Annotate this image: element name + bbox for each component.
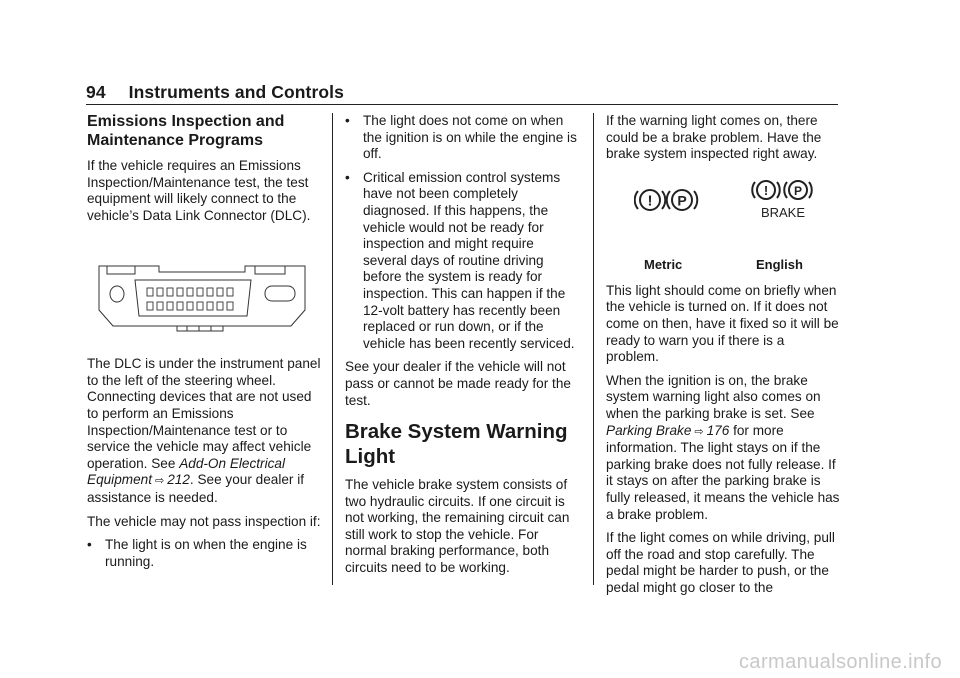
watermark: carmanualsonline.info (739, 651, 942, 673)
column-1 (87, 113, 321, 577)
svg-text:P: P (793, 183, 803, 198)
column-divider-1 (332, 113, 333, 585)
list-item (345, 113, 581, 163)
page-header (86, 82, 344, 103)
list-item-text: The light is on when the engine is running. (105, 537, 307, 569)
driving-warning-paragraph: If the light comes on while driving, pull off the road and stop carefully. The pedal might be harder to push, or the pedal might go closer to the (606, 530, 835, 595)
warning-light-paragraph: If the warning light comes on, there could be a brake problem. Have the brake system inspected right away. (606, 113, 822, 162)
brake-warning-heading: Brake System Warning Light (345, 420, 568, 469)
brake-label: BRAKE (760, 204, 806, 220)
svg-text:P: P (677, 192, 687, 209)
parking-text-post: for more information. The light stays on if the parking brake does not fully release. If it stays on after the parking brake is fully released, it means the vehicle has a brake problem. (606, 422, 840, 522)
caption-metric: Metric (644, 256, 683, 272)
brake-system-paragraph: The vehicle brake system consists of two hydraulic circuits. If one circuit is not working, the remaining circuit can still work to stop the vehicle. For normal braking performance, both circuits need to be working. (345, 477, 570, 576)
list-item-text: Critical emission control systems have not been completely diagnosed. If this happens, the vehicle would not be ready for inspection and might require several days of routine driving before the system is ready for inspection. This can happen if the 12-volt battery has recently been replaced or run down, or if the vehicle has been recently serviced. (363, 169, 575, 351)
column-2 (345, 113, 581, 584)
parking-brake-paragraph (606, 373, 840, 523)
dealer-paragraph: See your dealer if the vehicle will not pass or cannot be made ready for the test. (345, 359, 571, 408)
column-3 (606, 113, 840, 603)
add-on-electrical-equipment-link[interactable]: Add-On Electrical Equipment (87, 455, 285, 488)
brake-warning-symbols (606, 177, 840, 277)
column-divider-2 (593, 113, 594, 585)
svg-text:!: ! (647, 192, 653, 210)
dlc-text-pre: The DLC is under the instrument panel to the left of the steering wheel. Connecting devices that are not used to perform an Emissions Inspection/Maintenance test or to service the vehicle may affect vehicle operation. See (87, 356, 321, 471)
list-item (345, 170, 581, 353)
bullet-icon: • (345, 113, 350, 128)
light-check-paragraph: This light should come on briefly when the vehicle is turned on. If it does not come on then, have it fixed so it will be ready to warn you if there is a problem. (606, 282, 839, 365)
page-reference-arrow-icon: ⇨ (155, 475, 165, 488)
english-brake-warning-icon (750, 177, 816, 221)
data-link-connector-illustration (95, 260, 309, 334)
caption-english: English (756, 256, 803, 272)
parking-text-pre: When the ignition is on, the brake system warning light also comes on when the parking brake is set. See (606, 372, 821, 421)
bullet-icon: • (87, 537, 92, 553)
list-item-text: The light does not come on when the ignition is on while the engine is off. (363, 113, 577, 162)
page-number: 94 (86, 82, 106, 102)
svg-text:!: ! (763, 182, 769, 198)
parking-brake-link[interactable]: Parking Brake (606, 422, 692, 438)
bullet-icon: • (345, 169, 350, 185)
header-rule (86, 104, 838, 105)
metric-brake-warning-icon (634, 185, 700, 215)
page-reference-176[interactable]: 176 (706, 422, 730, 438)
emissions-intro: If the vehicle requires an Emissions Inspection/Maintenance test, the test equipment will likely connect to the vehicle’s Data Link Connector (DLC). (87, 158, 311, 223)
page-reference-212[interactable]: 212 (167, 472, 190, 488)
inspection-intro: The vehicle may not pass inspection if: (87, 513, 321, 529)
dlc-text-post: . See your dealer if assistance is needed. (87, 472, 305, 505)
section-title: Instruments and Controls (128, 82, 344, 102)
emissions-heading: Emissions Inspection and Maintenance Programs (87, 113, 285, 149)
page-reference-arrow-icon: ⇨ (694, 425, 704, 438)
list-item (87, 537, 321, 570)
dlc-location-paragraph (87, 356, 321, 506)
